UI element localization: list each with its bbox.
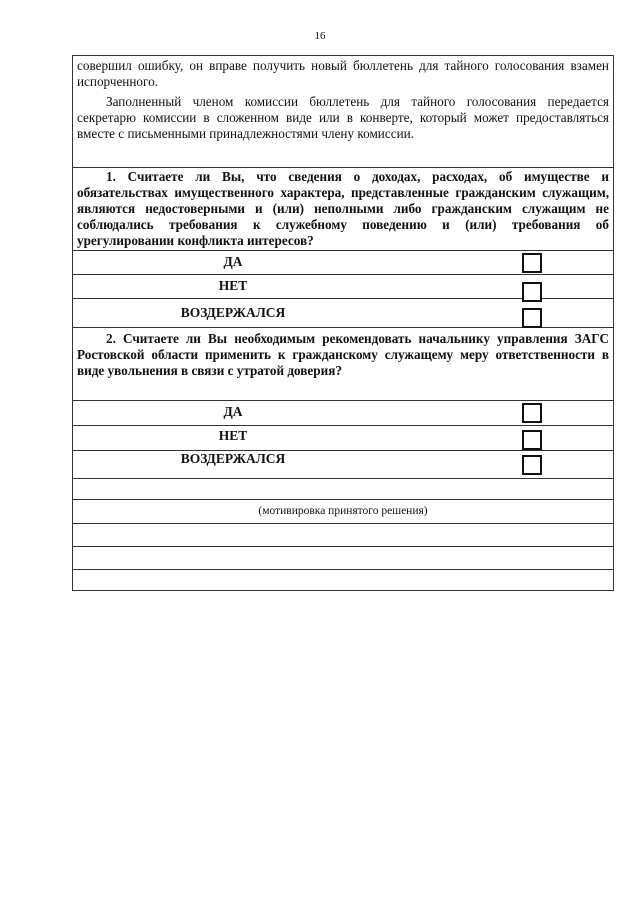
motivation-line-4[interactable] [73, 570, 613, 590]
question-2-option-abstain [73, 451, 613, 479]
checkbox-yes-q2[interactable] [522, 403, 542, 423]
motivation-line-3[interactable] [73, 547, 613, 570]
motivation-line-2[interactable] [73, 524, 613, 547]
option-label: НЕТ [218, 278, 248, 293]
intro-paragraph-2: Заполненный членом комиссии бюллетень для тайного голосования передается секретарю комиссии в сложенном виде или в конверте, который может предоставляться вместе с письменными принадлежностями члену комиссии. [77, 94, 609, 141]
question-2-section [73, 328, 613, 401]
checkbox-abstain-q2[interactable] [522, 455, 542, 475]
checkbox-yes-q1[interactable] [522, 253, 542, 273]
question-2-text: 2. Считаете ли Вы необходимым рекомендовать начальнику управления ЗАГС Ростовской области применить к гражданскому служащему меру ответственности в виде увольнения в связи с утратой доверия? [77, 331, 609, 378]
option-label: ДА [223, 404, 243, 419]
motivation-caption-row [73, 500, 613, 524]
checkbox-no-q2[interactable] [522, 430, 542, 450]
motivation-line-1[interactable] [73, 479, 613, 500]
question-1-option-yes [73, 251, 613, 275]
intro-paragraph-1: совершил ошибку, он вправе получить новый бюллетень для тайного голосования взамен испорченного. [77, 58, 609, 89]
question-1-option-no [73, 275, 613, 299]
option-label: ВОЗДЕРЖАЛСЯ [180, 451, 286, 466]
question-1-option-abstain [73, 299, 613, 328]
option-label: НЕТ [218, 428, 248, 443]
option-label: ВОЗДЕРЖАЛСЯ [180, 305, 286, 320]
checkbox-abstain-q1[interactable] [522, 308, 542, 328]
question-2-option-no [73, 426, 613, 451]
page-number: 16 [314, 30, 326, 42]
option-label: ДА [223, 254, 243, 269]
question-1-section [73, 168, 613, 251]
motivation-caption: (мотивировка принятого решения) [258, 505, 428, 517]
intro-section [73, 56, 613, 168]
question-2-option-yes [73, 401, 613, 426]
question-1-text: 1. Считаете ли Вы, что сведения о доходах, расходах, об имуществе и обязательствах имущественного характера, представленные гражданским служащим, являются недостоверными и (или) неполными либо гражданским служащим не соблюдались требования к служебному поведению и (или) требования об урегулировании конфликта интересов? [77, 169, 609, 248]
ballot-form [72, 55, 614, 591]
